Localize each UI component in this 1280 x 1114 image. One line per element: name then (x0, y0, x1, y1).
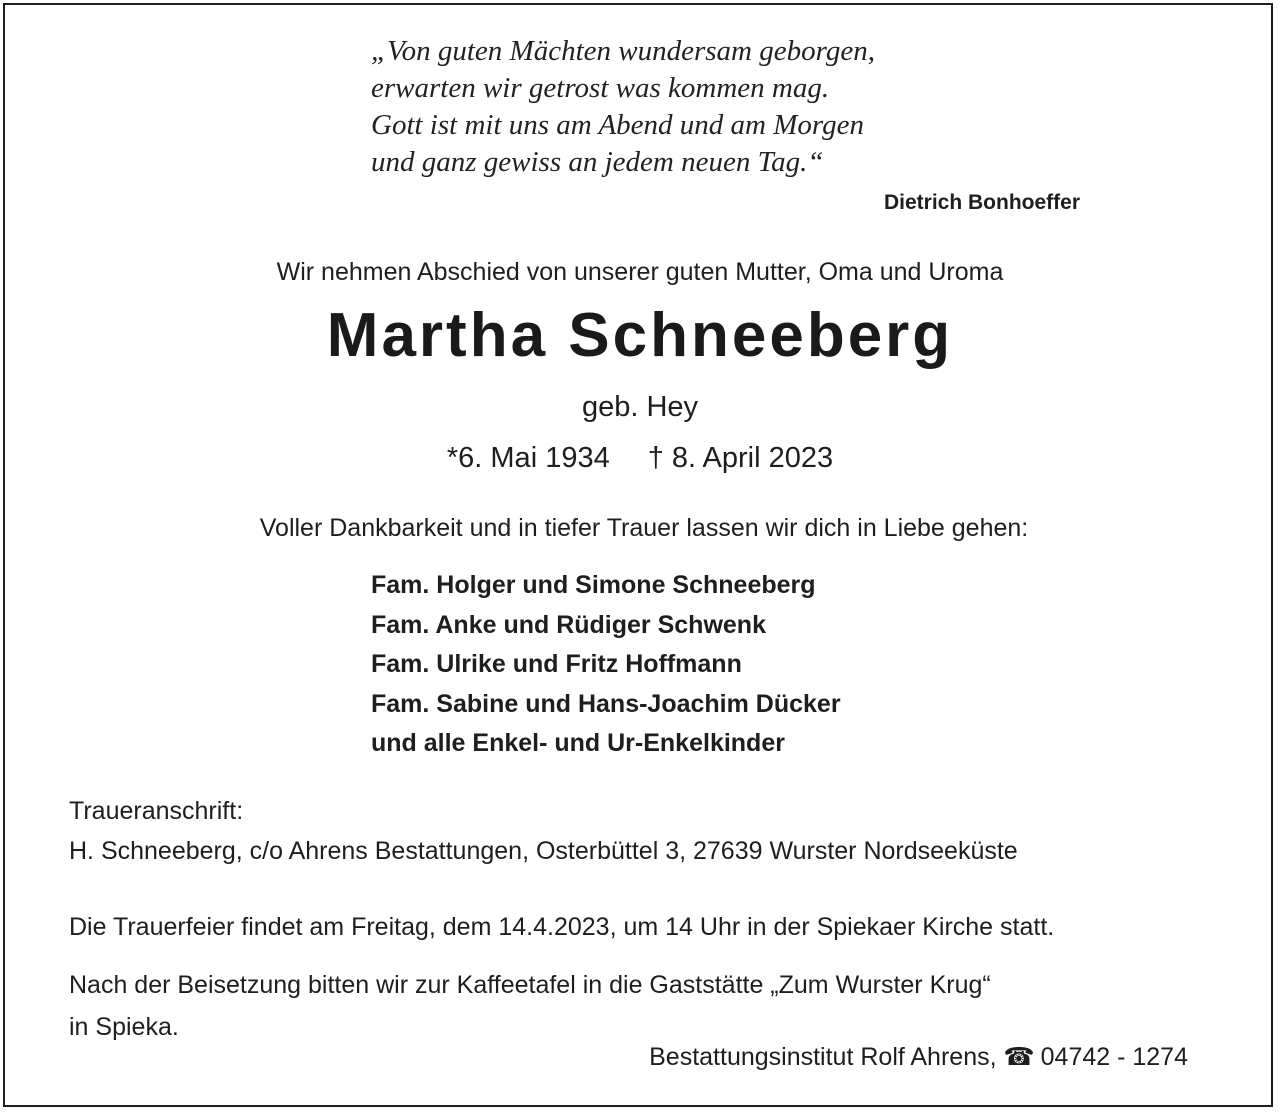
funeral-home-phone: 04742 - 1274 (1040, 1043, 1188, 1071)
farewell-line: Voller Dankbarkeit und in tiefer Trauer lassen wir dich in Liebe gehen: (259, 514, 1029, 542)
funeral-home (649, 1042, 1188, 1072)
family-list (371, 566, 841, 764)
reception-line: in Spieka. (69, 1013, 179, 1041)
family-item: Fam. Anke und Rüdiger Schwenk (371, 610, 766, 639)
phone-icon: ☎ (1003, 1043, 1035, 1071)
address-label: Traueranschrift: (69, 797, 244, 825)
bonhoeffer-quote (371, 33, 875, 181)
maiden-name: geb. Hey (581, 391, 699, 423)
reception-info (69, 964, 991, 1048)
funeral-home-name: Bestattungsinstitut Rolf Ahrens, (649, 1043, 997, 1071)
quote-line: erwarten wir getrost was kommen mag. (371, 72, 830, 104)
ceremony-info: Die Trauerfeier findet am Freitag, dem 14.4.2023, um 14 Uhr in der Spiekaer Kirche statt. (69, 913, 1055, 941)
death-date: † 8. April 2023 (647, 442, 834, 474)
quote-line: Gott ist mit uns am Abend und am Morgen (371, 109, 864, 141)
family-item: und alle Enkel- und Ur-Enkelkinder (371, 729, 785, 757)
family-item: Fam. Sabine und Hans-Joachim Dücker (371, 689, 841, 718)
quote-author: Dietrich Bonhoeffer (883, 191, 1080, 214)
deceased-name: Martha Schneeberg (326, 301, 954, 370)
reception-line: Nach der Beisetzung bitten wir zur Kaffeetafel in die Gaststätte „Zum Wurster Krug“ (69, 971, 991, 999)
address-text: H. Schneeberg, c/o Ahrens Bestattungen, Osterbüttel 3, 27639 Wurster Nordseeküste (69, 837, 1018, 865)
family-item: Fam. Holger und Simone Schneeberg (371, 571, 816, 599)
family-item: Fam. Ulrike und Fritz Hoffmann (371, 650, 742, 678)
quote-line: „Von guten Mächten wundersam geborgen, (371, 35, 875, 67)
mourning-address (69, 791, 1018, 871)
life-dates (0, 442, 1280, 475)
intro-line: Wir nehmen Abschied von unserer guten Mutter, Oma und Uroma (276, 258, 1004, 286)
birth-date: *6. Mai 1934 (446, 442, 610, 474)
quote-line: und ganz gewiss an jedem neuen Tag.“ (371, 146, 824, 178)
